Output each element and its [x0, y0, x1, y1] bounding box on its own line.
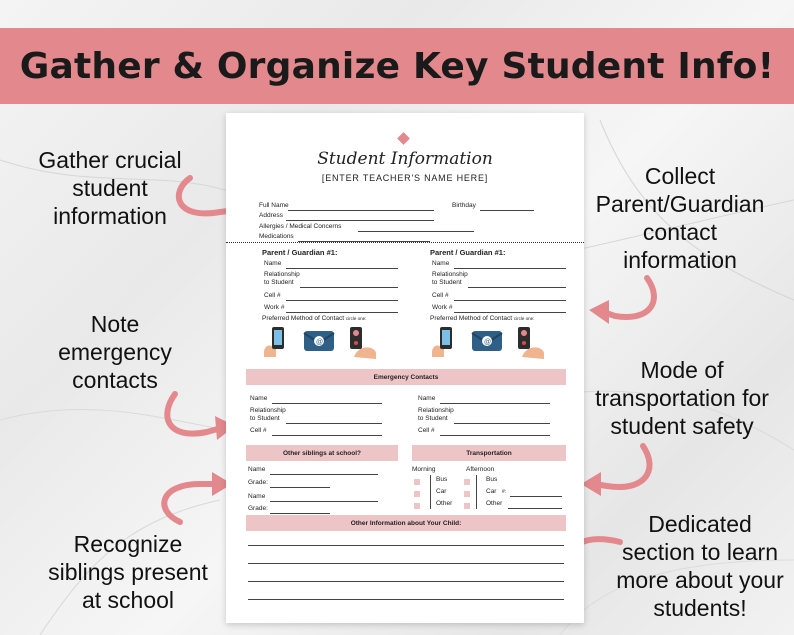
- label-cell: Cell #: [418, 427, 435, 434]
- other-info-line[interactable]: [248, 545, 564, 546]
- label-sibling-grade: Grade:: [248, 505, 268, 512]
- callout-emergency: [40, 310, 190, 394]
- phone-call-icon[interactable]: [344, 323, 378, 359]
- sibling-grade-line[interactable]: [270, 513, 330, 514]
- callout-line: siblings present: [48, 559, 208, 585]
- afternoon-other-checkbox[interactable]: [464, 503, 470, 509]
- callout-line: emergency: [58, 339, 172, 365]
- full-name-line[interactable]: [288, 210, 434, 211]
- callout-line: contact: [642, 219, 718, 245]
- car-number-line[interactable]: [510, 496, 562, 497]
- label-name: Name: [418, 395, 436, 402]
- guardian-name-line[interactable]: [286, 268, 398, 269]
- callout-line: Note: [90, 311, 140, 337]
- sibling-name-line[interactable]: [270, 474, 378, 475]
- other-transport-line[interactable]: [508, 508, 562, 509]
- guardian-work-line[interactable]: [454, 312, 566, 313]
- morning-car-checkbox[interactable]: [414, 491, 420, 497]
- section-divider: [226, 242, 584, 243]
- svg-text:@: @: [316, 339, 324, 346]
- address-line[interactable]: [286, 220, 434, 221]
- label-car: Car: [436, 488, 447, 495]
- morning-divider: [430, 475, 431, 509]
- emergency-name-line[interactable]: [272, 403, 382, 404]
- email-envelope-icon[interactable]: [470, 327, 504, 357]
- label-other: Other: [486, 500, 503, 507]
- label-name: Name: [432, 260, 450, 267]
- label-preferred: [262, 315, 366, 322]
- label-name: Name: [264, 260, 282, 267]
- guardian-cell-line[interactable]: [286, 300, 398, 301]
- circle-one-text: circle one:: [345, 316, 367, 321]
- callout-line: Parent/Guardian: [595, 191, 765, 217]
- label-to-student: to Student: [264, 279, 294, 286]
- callout-collect: [592, 162, 768, 274]
- label-other: Other: [436, 500, 453, 507]
- label-medications: Medications: [259, 233, 294, 240]
- other-info-line[interactable]: [248, 581, 564, 582]
- other-info-line[interactable]: [248, 563, 564, 564]
- callout-line: at school: [81, 587, 175, 613]
- worksheet-page: [226, 113, 584, 623]
- callout-line: transportation for: [595, 385, 769, 411]
- arrow-transport-icon: [575, 440, 665, 500]
- callout-line: information: [623, 247, 737, 273]
- title-banner: [0, 28, 794, 104]
- callout-line: Collect: [644, 163, 716, 189]
- callout-line: Mode of: [640, 357, 724, 383]
- guardian-name-line[interactable]: [454, 268, 566, 269]
- label-preferred: [430, 315, 534, 322]
- label-work: Work #: [264, 304, 285, 311]
- label-afternoon: Afternoon: [466, 466, 495, 473]
- label-car: Car: [486, 488, 497, 495]
- transportation-header: Transportation: [412, 445, 566, 461]
- callout-transport: [582, 356, 782, 440]
- label-work: Work #: [432, 304, 453, 311]
- label-sibling-name: Name: [248, 493, 266, 500]
- label-relationship: Relationship: [432, 271, 468, 278]
- emergency-relationship-line[interactable]: [454, 423, 550, 424]
- allergies-line[interactable]: [358, 231, 474, 232]
- afternoon-divider: [476, 475, 477, 509]
- circle-one-text: circle one:: [513, 316, 535, 321]
- morning-other-checkbox[interactable]: [414, 503, 420, 509]
- label-bus: Bus: [486, 476, 498, 483]
- label-relationship: Relationship: [250, 407, 286, 414]
- guardian-relationship-line[interactable]: [300, 287, 398, 288]
- label-relationship: Relationship: [418, 407, 454, 414]
- guardian-relationship-line[interactable]: [468, 287, 566, 288]
- label-to-student: to Student: [432, 279, 462, 286]
- label-cell: Cell #: [250, 427, 267, 434]
- label-relationship: Relationship: [264, 271, 300, 278]
- emergency-contacts-header: Emergency Contacts: [246, 369, 566, 385]
- preferred-text: Preferred Method of Contact: [430, 315, 513, 322]
- banner-title: Gather & Organize Key Student Info!: [19, 45, 775, 87]
- preferred-text: Preferred Method of Contact: [262, 315, 345, 322]
- guardian-heading: Parent / Guardian #1:: [262, 248, 338, 257]
- car-number-label: #:: [502, 489, 507, 495]
- callout-line: student: [72, 175, 148, 201]
- guardian-cell-line[interactable]: [454, 300, 566, 301]
- label-cell: Cell #: [264, 292, 281, 299]
- label-cell: Cell #: [432, 292, 449, 299]
- phone-message-icon[interactable]: [262, 325, 292, 359]
- phone-call-icon[interactable]: [512, 323, 546, 359]
- other-info-header: Other Information about Your Child:: [246, 515, 566, 531]
- callout-dedicated: [610, 510, 790, 622]
- callout-line: Dedicated: [648, 511, 752, 537]
- callout-line: students!: [653, 595, 747, 621]
- callout-line: more about your: [616, 567, 784, 593]
- label-to-student: to Student: [418, 415, 448, 422]
- arrow-collect-icon: [585, 270, 665, 330]
- other-info-line[interactable]: [248, 599, 564, 600]
- emergency-cell-line[interactable]: [440, 435, 550, 436]
- morning-bus-checkbox[interactable]: [414, 479, 420, 485]
- emergency-name-line[interactable]: [440, 403, 550, 404]
- callout-line: section to learn: [622, 539, 778, 565]
- emergency-relationship-line[interactable]: [286, 423, 382, 424]
- callout-line: contacts: [72, 367, 158, 393]
- label-bus: Bus: [436, 476, 448, 483]
- label-name: Name: [250, 395, 268, 402]
- afternoon-bus-checkbox[interactable]: [464, 479, 470, 485]
- label-birthday: Birthday: [452, 202, 476, 209]
- guardian-heading: Parent / Guardian #1:: [430, 248, 506, 257]
- email-envelope-icon[interactable]: [302, 327, 336, 357]
- phone-message-icon[interactable]: [430, 325, 460, 359]
- callout-siblings: [30, 530, 226, 614]
- callout-line: Recognize: [73, 531, 183, 557]
- label-full-name: Full Name: [259, 202, 289, 209]
- label-sibling-name: Name: [248, 466, 266, 473]
- sibling-grade-line[interactable]: [270, 487, 330, 488]
- label-morning: Morning: [412, 466, 436, 473]
- callout-line: student safety: [610, 413, 754, 439]
- svg-text:@: @: [484, 339, 492, 346]
- sheet-title: Student Information: [317, 149, 493, 169]
- teacher-name-placeholder: [ENTER TEACHER'S NAME HERE]: [321, 173, 489, 183]
- birthday-line[interactable]: [480, 210, 534, 211]
- guardian-work-line[interactable]: [286, 312, 398, 313]
- afternoon-car-checkbox[interactable]: [464, 491, 470, 497]
- callout-line: Gather crucial: [38, 147, 182, 173]
- label-to-student: to Student: [250, 415, 280, 422]
- label-address: Address: [259, 212, 283, 219]
- label-sibling-grade: Grade:: [248, 479, 268, 486]
- label-allergies: Allergies / Medical Concerns: [259, 223, 342, 230]
- sibling-name-line[interactable]: [270, 501, 378, 502]
- siblings-header: Other siblings at school?: [246, 445, 398, 461]
- diamond-ornament-icon: [397, 132, 410, 145]
- callout-line: information: [53, 203, 167, 229]
- emergency-cell-line[interactable]: [272, 435, 382, 436]
